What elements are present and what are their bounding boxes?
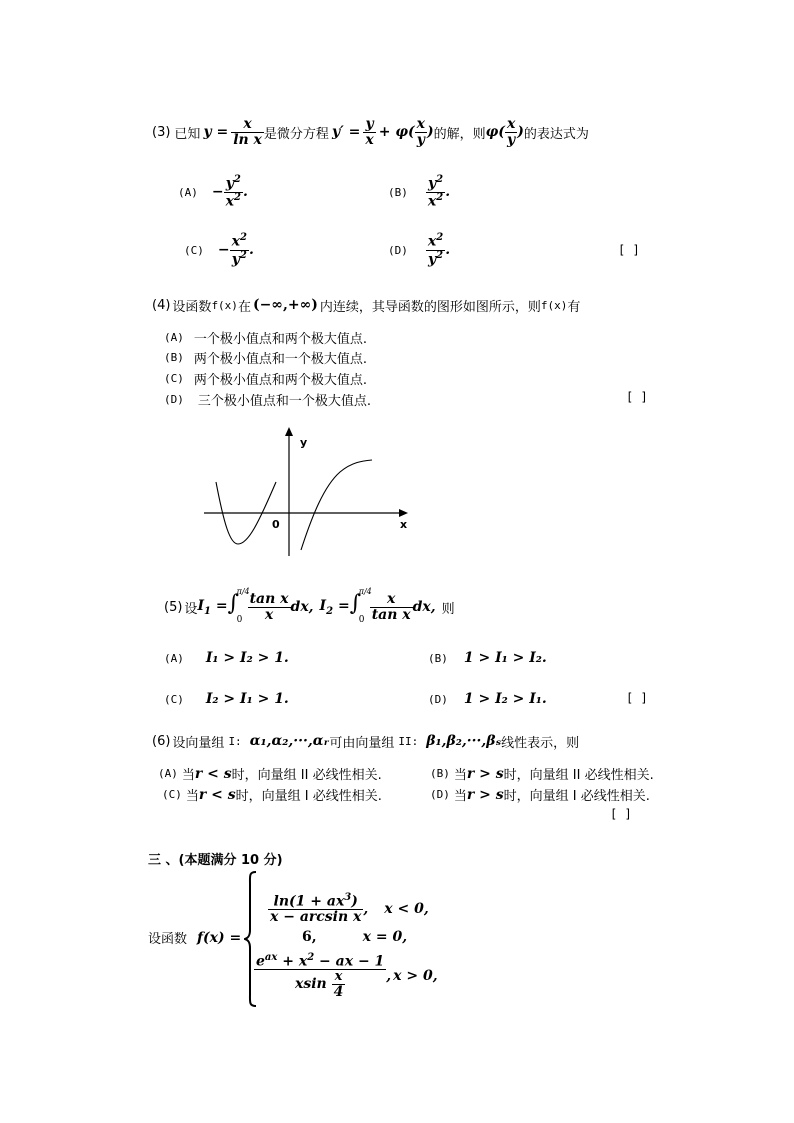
q6-option-b-post: 时，向量组 II 必线性相关. xyxy=(503,768,654,783)
q3-option-a-key: (A) xyxy=(178,185,198,199)
q3-text-4: 的表达式为 xyxy=(523,126,589,142)
q6-answer-bracket[interactable]: [ ] xyxy=(610,807,632,821)
q4-option-c-key: (C) xyxy=(164,372,184,385)
q5-option-a-key: (A) xyxy=(164,651,184,665)
q6-option-d-cond: r > s xyxy=(466,786,504,803)
sec3-case-3-comma: , xyxy=(386,968,392,984)
q6-option-d-key: (D) xyxy=(430,788,450,801)
q6-option-d-pre: 当 xyxy=(453,789,467,804)
sec3-case-1-expr: $\frac{\ln(1 + ax^3)}{\text{x − arcsin x}}$ xyxy=(270,891,362,926)
q3-frac-y-x: $\frac{y}{x}$ xyxy=(365,115,374,148)
q3-option-a[interactable]: (A) − $\frac{y^2}{x^2}$ . xyxy=(178,174,248,210)
q3-phi2: φ( xyxy=(485,124,505,140)
q6-vectors-alpha: α₁,α₂,···,αᵣ xyxy=(249,733,330,749)
sec3-case-2-cond: x = 0, xyxy=(362,929,408,945)
q4-interval: (−∞,+∞) xyxy=(252,297,318,313)
q6-stem xyxy=(152,731,579,751)
q4-text-2: 在 xyxy=(237,299,251,315)
q5-text-2: 则 xyxy=(441,601,455,617)
q3-frac-x-lnx: $\frac{x}{\text{ln x}}$ xyxy=(233,115,262,148)
sec3-case-2-val: 6, xyxy=(302,929,317,945)
q4-option-d-text: 三个极小值点和一个极大值点. xyxy=(197,394,372,409)
q3-option-a-expr: $\frac{y^2}{x^2}$ xyxy=(225,174,241,210)
q4-option-b-text: 两个极小值点和一个极大值点. xyxy=(193,352,368,367)
q3-formula-phi: + φ( xyxy=(378,124,415,140)
q6-option-b-key: (B) xyxy=(430,767,450,780)
q6-group-1: I: xyxy=(228,734,242,748)
q3-option-c-minus: − xyxy=(217,242,230,258)
q3-answer-bracket[interactable]: [ ] xyxy=(618,243,640,257)
q5-i2: $I_2$ = xyxy=(319,597,350,617)
q6-text-2: 可由向量组 xyxy=(329,735,395,751)
q5-i1: $I_1$ = xyxy=(197,597,228,617)
sec3-case-1 xyxy=(268,886,429,932)
sec3-text-1: 设函数 xyxy=(148,932,188,947)
q5-stem xyxy=(164,586,455,628)
q3-formula-yprime: y′ = xyxy=(331,124,361,140)
sec3-intro xyxy=(148,928,241,947)
q3-text-1: 已知 xyxy=(174,126,201,142)
q5-option-c-key: (C) xyxy=(164,692,184,706)
graph-x-label: x xyxy=(400,518,408,531)
q6-vectors-beta: β₁,β₂,···,βₛ xyxy=(426,733,502,749)
q3-text-2: 是微分方程 xyxy=(263,126,329,142)
q3-option-a-minus: − xyxy=(211,184,224,200)
q4-option-d-key: (D) xyxy=(164,393,184,406)
sec3-case-3-expr: $e^{ax} + x^2$ − ax − 1 x sin $\frac{x}{4}$ xyxy=(256,951,385,1000)
q3-option-c-key: (C) xyxy=(184,243,204,257)
q6-option-d[interactable] xyxy=(430,785,650,804)
q6-option-c-key: (C) xyxy=(162,788,182,801)
q5-frac-x-tanx: $\frac{x}{\text{tan x}}$ xyxy=(371,590,411,623)
q4-option-a-key: (A) xyxy=(164,331,184,344)
q5-integral-1: ∫ π/4 0 xyxy=(227,587,250,625)
q3-option-d[interactable]: (D) $\frac{x^2}{y^2}$ . xyxy=(388,232,451,268)
q5-dx-1: dx, xyxy=(290,599,314,615)
q5-label: (5) xyxy=(164,599,183,615)
sec3-case-1-comma: , xyxy=(363,901,369,917)
q3-text-3: 的解，则 xyxy=(433,126,486,142)
q6-option-b-cond: r > s xyxy=(466,765,504,782)
q4-option-b[interactable] xyxy=(164,348,367,367)
q3-frac-x-y-2: $\frac{x}{y}$ xyxy=(506,115,516,148)
q6-option-c[interactable] xyxy=(162,785,382,804)
q6-option-a[interactable] xyxy=(158,764,382,783)
q6-group-2: II: xyxy=(398,734,419,748)
q5-option-d-expr: 1 > I₂ > I₁. xyxy=(463,691,547,707)
q4-derivative-graph xyxy=(200,424,420,560)
q6-option-c-post: 时，向量组 I 必线性相关. xyxy=(235,789,382,804)
q6-label: (6) xyxy=(152,733,171,749)
q5-option-d-key: (D) xyxy=(428,692,448,706)
q5-answer-bracket[interactable]: [ ] xyxy=(626,691,648,705)
sec3-fx-eq: f(x) = xyxy=(197,929,242,946)
q6-option-b-pre: 当 xyxy=(453,768,467,783)
q4-label: (4) xyxy=(152,297,171,313)
q4-fx-2: f(x) xyxy=(540,298,568,312)
q5-dx-2: dx, xyxy=(412,599,436,615)
q3-paren: ) xyxy=(427,124,434,140)
q6-option-a-key: (A) xyxy=(158,767,178,780)
graph-curve-right xyxy=(301,460,372,550)
q4-text-3: 内连续，其导函数的图形如图所示，则 xyxy=(319,299,541,315)
q4-option-a[interactable] xyxy=(164,328,367,347)
q4-answer-bracket[interactable]: [ ] xyxy=(626,390,648,404)
q5-option-b[interactable] xyxy=(428,650,547,666)
q6-option-a-cond: r < s xyxy=(194,765,232,782)
q3-option-b-key: (B) xyxy=(388,185,408,199)
q4-option-a-text: 一个极小值点和两个极大值点. xyxy=(193,332,368,347)
q5-text-1: 设 xyxy=(184,601,198,617)
graph-y-label: y xyxy=(300,436,308,449)
q3-option-c[interactable]: (C) − $\frac{x^2}{y^2}$ . xyxy=(184,232,254,268)
sec3-case-1-cond: x < 0, xyxy=(384,901,429,917)
q4-fx: f(x) xyxy=(211,298,238,312)
q4-stem xyxy=(152,294,580,316)
q3-option-d-expr: $\frac{x^2}{y^2}$ xyxy=(427,232,444,268)
q3-formula-y: y = xyxy=(203,124,229,140)
q5-option-c-expr: I₂ > I₁ > 1. xyxy=(205,691,289,707)
q4-option-b-key: (B) xyxy=(164,351,184,364)
q6-text-1: 设向量组 xyxy=(172,735,225,751)
graph-origin-label: 0 xyxy=(272,518,280,531)
q5-option-b-key: (B) xyxy=(428,651,448,665)
q4-option-d[interactable] xyxy=(164,390,371,409)
section-3-heading: 三 、(本题满分 10 分) xyxy=(148,853,283,868)
q6-option-a-post: 时，向量组 II 必线性相关. xyxy=(231,768,382,783)
q3-paren-2: ) xyxy=(517,124,524,140)
q5-option-b-expr: 1 > I₁ > I₂. xyxy=(463,650,547,666)
q3-option-d-key: (D) xyxy=(388,243,408,257)
q6-option-d-post: 时，向量组 I 必线性相关. xyxy=(503,789,650,804)
q3-option-b-expr: $\frac{y^2}{x^2}$ xyxy=(427,174,444,210)
q3-option-c-expr: $\frac{x^2}{y^2}$ xyxy=(231,232,247,268)
q4-text-4: 有 xyxy=(567,299,581,315)
q5-option-a[interactable] xyxy=(164,650,289,666)
q6-option-c-cond: r < s xyxy=(198,786,236,803)
sec3-case-3-cond: x > 0, xyxy=(393,968,438,984)
q6-option-a-pre: 当 xyxy=(181,768,195,783)
sec3-case-3 xyxy=(254,946,438,1006)
q4-option-c[interactable] xyxy=(164,369,367,388)
q5-option-a-expr: I₁ > I₂ > 1. xyxy=(205,650,289,666)
q4-option-c-text: 两个极小值点和两个极大值点. xyxy=(193,373,368,388)
q5-option-d[interactable] xyxy=(428,691,547,707)
graph-x-arrow xyxy=(399,509,408,517)
q6-option-b[interactable] xyxy=(430,764,654,783)
q5-frac-tanx-x: $\frac{\text{tan x}}{x}$ xyxy=(249,590,289,623)
sec3-case-2 xyxy=(302,929,407,945)
q3-label: (3) xyxy=(152,124,171,140)
q6-text-3: 线性表示，则 xyxy=(501,735,580,751)
q3-option-b[interactable]: (B) $\frac{y^2}{x^2}$ . xyxy=(388,174,451,210)
q5-option-c[interactable] xyxy=(164,691,289,707)
q3-frac-x-y: $\frac{x}{y}$ xyxy=(416,115,425,148)
q4-text-1: 设函数 xyxy=(172,299,212,315)
graph-y-arrow xyxy=(285,427,293,436)
q5-integral-2: ∫ π/4 0 xyxy=(349,587,372,625)
q6-option-c-pre: 当 xyxy=(185,789,199,804)
q3-stem xyxy=(152,112,589,152)
